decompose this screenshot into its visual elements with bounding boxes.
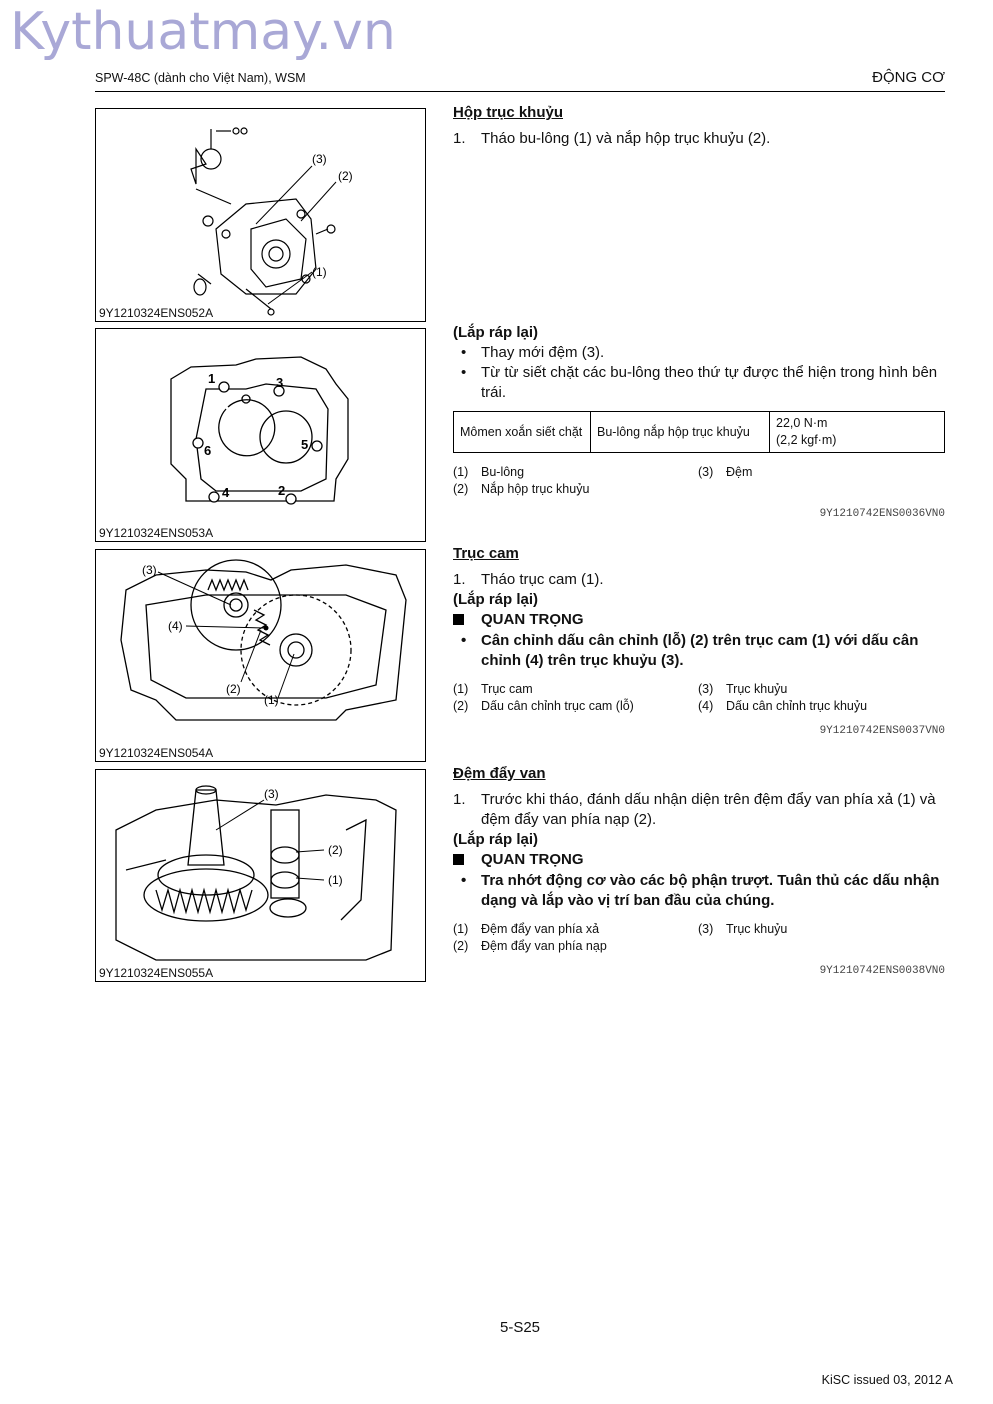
fig2-bolt-5: 5 [301,437,309,452]
fig4-callout-2: (2) [328,843,343,857]
torque-table [453,411,945,453]
section-title: Trục cam [453,545,519,562]
tappets-illustration [96,770,425,981]
fig4-callout-1: (1) [328,873,343,887]
reassembly-heading: (Lắp ráp lại) [453,831,539,848]
section-crankcase [453,103,945,149]
figure-code: 9Y1210324ENS053A [99,526,214,540]
fig3-callout-2: (2) [226,682,241,696]
section-tappets [453,764,945,981]
footer-issue: KiSC issued 03, 2012 A [821,1373,953,1387]
page-number: 5-S25 [499,1319,541,1336]
fig1-callout-2: (2) [338,169,353,183]
figure-code: 9Y1210324ENS054A [99,746,214,760]
figure-camshaft [95,549,426,762]
reference-code: 9Y1210742ENS0038VN0 [819,965,945,977]
important-note: • Cân chỉnh dấu cân chỉnh (lỗ) (2) trên trục cam (1) với dấu cân chỉnh (4) trên trục khuỷu (3). [461,632,919,669]
torque-item: Bu-lông nắp hộp trục khuỷu [591,412,770,453]
torque-value: 22,0 N·m (2,2 kgf·m) [770,412,945,453]
step-1: 1. Tháo trục cam (1). [453,571,604,588]
section-title: Đệm đẩy van [453,765,546,782]
figure-code: 9Y1210324ENS055A [99,966,214,980]
fig1-callout-3: (3) [312,152,327,166]
step-1: 1. Trước khi tháo, đánh dấu nhận diện trên đệm đẩy van phía xả (1) và đệm đẩy van phía nạp (2). [453,791,936,828]
figure-crankcase-cover [95,108,426,322]
fig3-callout-3: (3) [142,563,157,577]
fig2-bolt-2: 2 [278,483,286,498]
header-manual-title: SPW-48C (dành cho Việt Nam), WSM [95,71,306,85]
important-heading: QUAN TRỌNG [453,850,945,871]
legend: (1) Trục cam (3) Trục khuỷu (2) Dấu cân chỉnh trục cam (lỗ) (4) Dấu cân chỉnh trục khuỷu [453,682,868,713]
crankcase-cover-illustration [96,109,425,321]
fig4-callout-3: (3) [264,787,279,801]
important-square-icon [453,854,464,865]
watermark: Kythuatmay.vn [10,2,396,62]
reassembly-heading: (Lắp ráp lại) [453,591,539,608]
torque-label: Mômen xoắn siết chặt [454,412,591,453]
fig2-bolt-4: 4 [222,485,230,500]
camshaft-illustration [96,550,425,761]
fig3-callout-4: (4) [168,619,183,633]
fig2-bolt-1: 1 [208,371,216,386]
legend: (1) Đệm đẩy van phía xả (3) Trục khuỷu (2) Đệm đẩy van phía nạp [453,922,788,953]
legend: (1) Bu-lông (3) Đệm (2) Nắp hộp trục khuỷu [453,465,753,496]
important-square-icon [453,614,464,625]
section-camshaft [453,544,945,741]
reassembly-heading: (Lắp ráp lại) [453,324,539,341]
reference-code: 9Y1210742ENS0037VN0 [819,725,945,737]
step-1: 1. Tháo bu-lông (1) và nắp hộp trục khuỷu (2). [453,130,771,147]
section-crankcase-reassembly [453,323,945,524]
fig1-callout-1: (1) [312,265,327,279]
reference-code: 9Y1210742ENS0036VN0 [819,508,945,520]
bolt-order-illustration [96,329,425,541]
header-divider [95,91,945,92]
figure-bolt-order [95,328,426,542]
fig2-bolt-3: 3 [276,375,284,390]
section-title: Hộp trục khuỷu [453,104,564,121]
figure-tappets [95,769,426,982]
bullet-item: • Từ từ siết chặt các bu-lông theo thứ tự được thể hiện trong hình bên trái. [461,364,938,401]
header-chapter-title: ĐỘNG CƠ [872,69,945,86]
figure-code: 9Y1210324ENS052A [99,306,214,320]
fig3-callout-1: (1) [264,693,279,707]
fig2-bolt-6: 6 [204,443,212,458]
bullet-item: • Thay mới đệm (3). [461,344,605,361]
important-heading: QUAN TRỌNG [453,610,945,631]
important-note: • Tra nhớt động cơ vào các bộ phận trượt. Tuân thủ các dấu nhận dạng và lắp vào vị trí ban đầu của chúng. [461,872,940,909]
